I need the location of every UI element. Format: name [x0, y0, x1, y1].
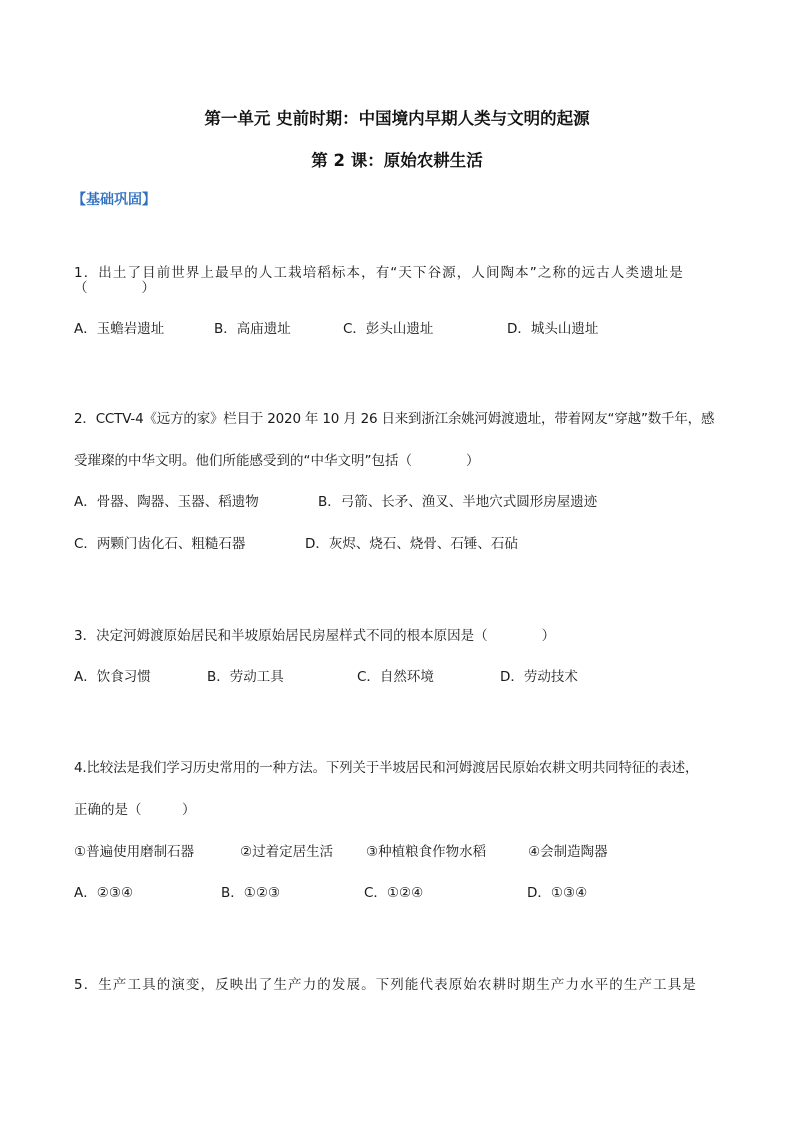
question-4-option-c: C．①②④: [364, 885, 424, 901]
question-4-line-2: 正确的是（ ）: [74, 802, 196, 818]
question-1-line-2: （ ）: [74, 280, 155, 296]
question-2-option-b: B．弓箭、长矛、渔叉、半地穴式圆形房屋遗迹: [318, 494, 598, 510]
section-label-basic: 【基础巩固】: [72, 192, 156, 208]
question-4-option-a: A．②③④: [74, 885, 134, 901]
question-4-line-1: 4.比较法是我们学习历史常用的一种方法。下列关于半坡居民和河姆渡居民原始农耕文明共同特征的表述，: [74, 760, 699, 776]
question-4-statement-4: ④会制造陶器: [528, 844, 608, 860]
question-1-option-c: C．彭头山遗址: [343, 321, 434, 337]
question-3-option-c: C．自然环境: [357, 669, 434, 685]
lesson-title: 第 2 课：原始农耕生活: [311, 151, 483, 170]
question-1-option-d: D．城头山遗址: [507, 321, 599, 337]
question-4-option-d: D．①③④: [527, 885, 588, 901]
question-2-option-c: C．两颗门齿化石、粗糙石器: [74, 536, 246, 552]
question-1-option-b: B．高庙遗址: [214, 321, 291, 337]
question-1-option-a: A．玉蟾岩遗址: [74, 321, 165, 337]
question-4-statement-3: ③种植粮食作物水稻: [366, 844, 487, 860]
question-3-option-a: A．饮食习惯: [74, 669, 151, 685]
question-2-option-a: A．骨器、陶器、玉器、稻遗物: [74, 494, 259, 510]
question-2-line-2: 受璀璨的中华文明。他们所能感受到的“中华文明”包括（ ）: [74, 453, 480, 469]
question-2-option-d: D．灰烬、烧石、烧骨、石锤、石砧: [305, 536, 518, 552]
unit-title: 第一单元 史前时期：中国境内早期人类与文明的起源: [204, 109, 590, 128]
question-3-line-1: 3．决定河姆渡原始居民和半坡原始居民房屋样式不同的根本原因是（ ）: [74, 628, 556, 644]
question-4-statement-2: ②过着定居生活: [240, 844, 334, 860]
question-3-option-b: B．劳动工具: [207, 669, 284, 685]
question-2-line-1: 2．CCTV-4《远方的家》栏目于 2020 年 10 月 26 日来到浙江余姚河姆渡遗址，带着网友“穿越”数千年，感: [74, 411, 715, 427]
question-1-line-1: 1．出土了目前世界上最早的人工栽培稻标本，有“天下谷源，人间陶本”之称的远古人类遗址是: [74, 265, 684, 281]
question-3-option-d: D．劳动技术: [500, 669, 578, 685]
question-4-option-b: B．①②③: [221, 885, 281, 901]
question-4-statement-1: ①普遍使用磨制石器: [74, 844, 195, 860]
question-5-line-1: 5．生产工具的演变，反映出了生产力的发展。下列能代表原始农耕时期生产力水平的生产工具是: [74, 977, 697, 993]
